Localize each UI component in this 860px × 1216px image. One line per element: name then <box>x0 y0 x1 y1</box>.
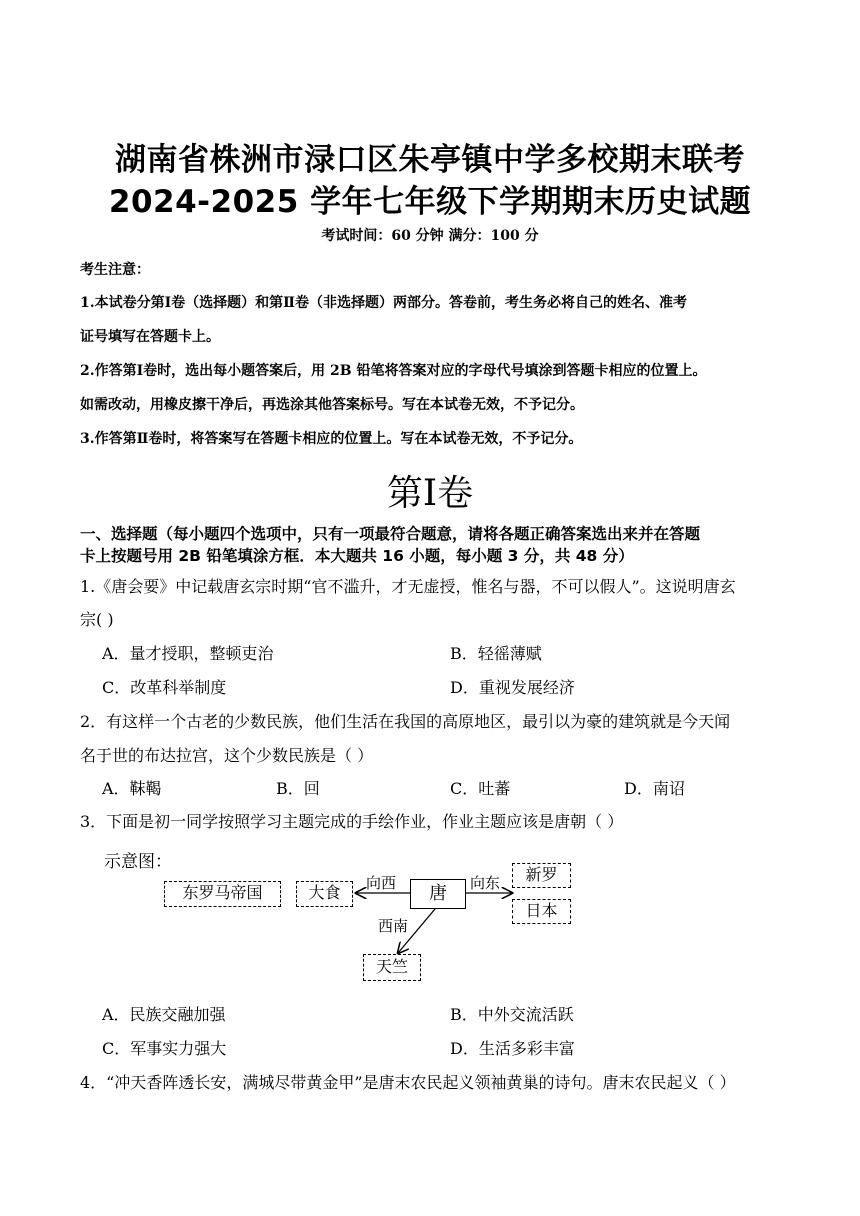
exam-title-line2: 2024-2025 学年七年级下学期期末历史试题 <box>108 184 752 220</box>
box-dashi: 大食 <box>296 881 353 907</box>
question-2-option-b: B．回 <box>276 779 320 798</box>
question-1-option-a: A．量才授职，整顿吏治 <box>102 644 274 663</box>
tang-exchange-diagram <box>100 843 580 991</box>
box-tang: 唐 <box>410 879 466 909</box>
diagram-caption: 示意图： <box>104 852 172 872</box>
question-1-option-d: D．重视发展经济 <box>450 678 575 697</box>
question-1-option-c: C．改革科举制度 <box>102 678 227 697</box>
notice-line: 证号填写在答题卡上。 <box>80 329 220 345</box>
question-1-stem: 1.《唐会要》中记载唐玄宗时期“官不滥升，才无虚授，惟名与器，不可以假人”。这说明唐玄 <box>80 577 736 596</box>
notice-line: 1.本试卷分第Ⅰ卷（选择题）和第Ⅱ卷（非选择题）两部分。答卷前，考生务必将自己的姓名、准考 <box>80 295 687 311</box>
notice-line: 如需改动，用橡皮擦干净后，再选涂其他答案标号。写在本试卷无效，不予记分。 <box>80 397 584 413</box>
question-1-option-b: B．轻徭薄赋 <box>450 644 542 663</box>
section-instruction: 卡上按题号用 2B 铅笔填涂方框．本大题共 16 小题，每小题 3 分，共 48 分） <box>80 547 634 565</box>
notice-line: 3.作答第Ⅱ卷时，将答案写在答题卡相应的位置上。写在本试卷无效，不予记分。 <box>80 431 583 447</box>
exam-info: 考试时间：60 分钟 满分：100 分 <box>321 228 539 244</box>
question-3-stem: 3．下面是初一同学按照学习主题完成的手绘作业，作业主题应该是唐朝（ ） <box>80 812 624 831</box>
box-silla: 新罗 <box>512 863 571 888</box>
question-1-stem: 宗( ) <box>80 610 114 629</box>
box-tianzhu: 天竺 <box>363 954 421 981</box>
notice-line: 2.作答第Ⅰ卷时，选出每小题答案后，用 2B 铅笔将答案对应的字母代号填涂到答题卡相应的位置上。 <box>80 363 707 379</box>
question-3-option-c: C．军事实力强大 <box>102 1039 227 1058</box>
question-2-stem: 名于世的布达拉宫，这个少数民族是（ ） <box>80 746 374 765</box>
exam-title-line1: 湖南省株洲市渌口区朱亭镇中学多校期末联考 <box>115 142 745 178</box>
notice-heading: 考生注意： <box>80 262 150 278</box>
question-4-stem: 4．“冲天香阵透长安，满城尽带黄金甲”是唐末农民起义领袖黄巢的诗句。唐末农民起义（ ） <box>80 1073 736 1092</box>
question-2-option-c: C．吐蕃 <box>450 779 511 798</box>
question-2-option-d: D．南诏 <box>624 779 685 798</box>
question-2-stem: 2．有这样一个古老的少数民族，他们生活在我国的高原地区，最引以为豪的建筑就是今天闻 <box>80 712 731 731</box>
question-3-option-b: B．中外交流活跃 <box>450 1005 574 1024</box>
label-east: 向东 <box>470 874 501 892</box>
box-japan: 日本 <box>512 899 571 924</box>
question-3-option-d: D．生活多彩丰富 <box>450 1039 575 1058</box>
section-instruction: 一、选择题（每小题四个选项中，只有一项最符合题意，请将各题正确答案选出来并在答题 <box>80 525 701 543</box>
box-east-rome: 东罗马帝国 <box>164 881 281 907</box>
label-southwest: 西南 <box>378 917 409 935</box>
label-west: 向西 <box>366 874 397 892</box>
diagram-arrows <box>100 843 580 991</box>
question-3-option-a: A．民族交融加强 <box>102 1005 226 1024</box>
question-2-option-a: A．靺鞨 <box>102 779 162 798</box>
section-title: 第Ⅰ卷 <box>386 473 474 514</box>
